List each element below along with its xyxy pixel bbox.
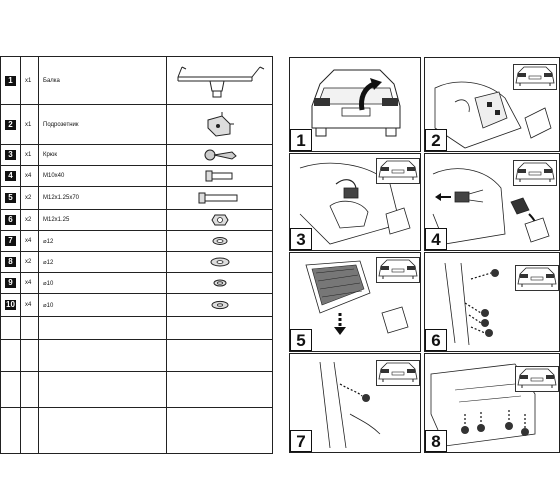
table-row	[1, 231, 273, 252]
part-quantity: x1	[21, 57, 39, 105]
table-row	[1, 145, 273, 166]
flat-washer-icon	[208, 298, 232, 312]
part-number: 7	[5, 236, 16, 246]
part-name: ⌀12	[39, 252, 167, 273]
table-row	[1, 187, 273, 210]
step-number: 8	[425, 430, 447, 452]
part-number: 2	[5, 120, 16, 130]
nut-icon	[210, 212, 230, 228]
step-number: 7	[290, 430, 312, 452]
part-name: ⌀12	[39, 231, 167, 252]
table-row	[1, 294, 273, 317]
car-rear-inset	[376, 158, 420, 184]
step-7-panel	[289, 353, 421, 453]
part-name: M12x1.25x70	[39, 187, 167, 210]
part-number: 3	[5, 150, 16, 160]
tow-bar-beam-icon	[172, 59, 268, 103]
part-name: Балка	[39, 57, 167, 105]
car-rear-inset	[513, 160, 557, 186]
table-row	[1, 105, 273, 145]
table-row	[1, 166, 273, 187]
car-rear-icon	[514, 161, 556, 185]
bolt-icon	[200, 168, 240, 184]
step-number: 3	[290, 228, 312, 250]
part-name: M10x40	[39, 166, 167, 187]
part-quantity: x2	[21, 187, 39, 210]
car-rear-icon	[377, 361, 419, 385]
step-4-panel	[424, 153, 560, 251]
part-name: Крюк	[39, 145, 167, 166]
car-rear-inset	[515, 265, 559, 291]
tow-hook-icon	[198, 146, 242, 164]
part-number: 4	[5, 171, 16, 181]
part-quantity: x4	[21, 294, 39, 317]
part-quantity: x1	[21, 105, 39, 145]
step-number: 4	[425, 228, 447, 250]
table-row-empty	[1, 317, 273, 340]
part-quantity: x2	[21, 210, 39, 231]
step-3-panel	[289, 153, 421, 251]
part-quantity: x4	[21, 166, 39, 187]
step-5-panel	[289, 252, 421, 352]
car-rear-inset	[513, 64, 557, 90]
step-number: 5	[290, 329, 312, 351]
step-8-panel	[424, 353, 560, 453]
step-2-panel	[424, 57, 560, 152]
car-rear-icon	[377, 258, 419, 282]
car-rear-inset	[376, 360, 420, 386]
step-number: 2	[425, 129, 447, 151]
spring-washer-icon	[210, 234, 230, 248]
part-name: Подрозетник	[39, 105, 167, 145]
table-row	[1, 273, 273, 294]
table-row-empty	[1, 407, 273, 453]
car-rear-inset	[515, 366, 559, 392]
step-number: 1	[290, 129, 312, 151]
car-rear-icon	[514, 65, 556, 89]
part-name: ⌀10	[39, 294, 167, 317]
step-number: 6	[425, 329, 447, 351]
table-row	[1, 57, 273, 105]
table-row	[1, 252, 273, 273]
part-number: 5	[5, 193, 16, 203]
flat-washer-icon	[208, 255, 232, 269]
car-rear-icon	[516, 266, 558, 290]
part-number: 1	[5, 76, 16, 86]
long-bolt-icon	[195, 190, 245, 206]
part-number: 9	[5, 278, 16, 288]
part-number: 10	[6, 300, 15, 310]
socket-bracket-icon	[200, 110, 240, 140]
part-name: M12x1.25	[39, 210, 167, 231]
part-quantity: x2	[21, 252, 39, 273]
parts-table	[0, 56, 273, 454]
car-rear-icon	[516, 367, 558, 391]
table-row-empty	[1, 371, 273, 407]
car-rear-inset	[376, 257, 420, 283]
part-number: 8	[5, 257, 16, 267]
part-quantity: x1	[21, 145, 39, 166]
part-number: 6	[5, 215, 16, 225]
step-6-panel	[424, 252, 560, 352]
table-row	[1, 210, 273, 231]
table-row-empty	[1, 340, 273, 372]
car-rear-icon	[377, 159, 419, 183]
part-name: ⌀10	[39, 273, 167, 294]
spring-washer-icon	[210, 276, 230, 290]
part-quantity: x4	[21, 231, 39, 252]
part-quantity: x4	[21, 273, 39, 294]
step-1-panel	[289, 57, 421, 152]
